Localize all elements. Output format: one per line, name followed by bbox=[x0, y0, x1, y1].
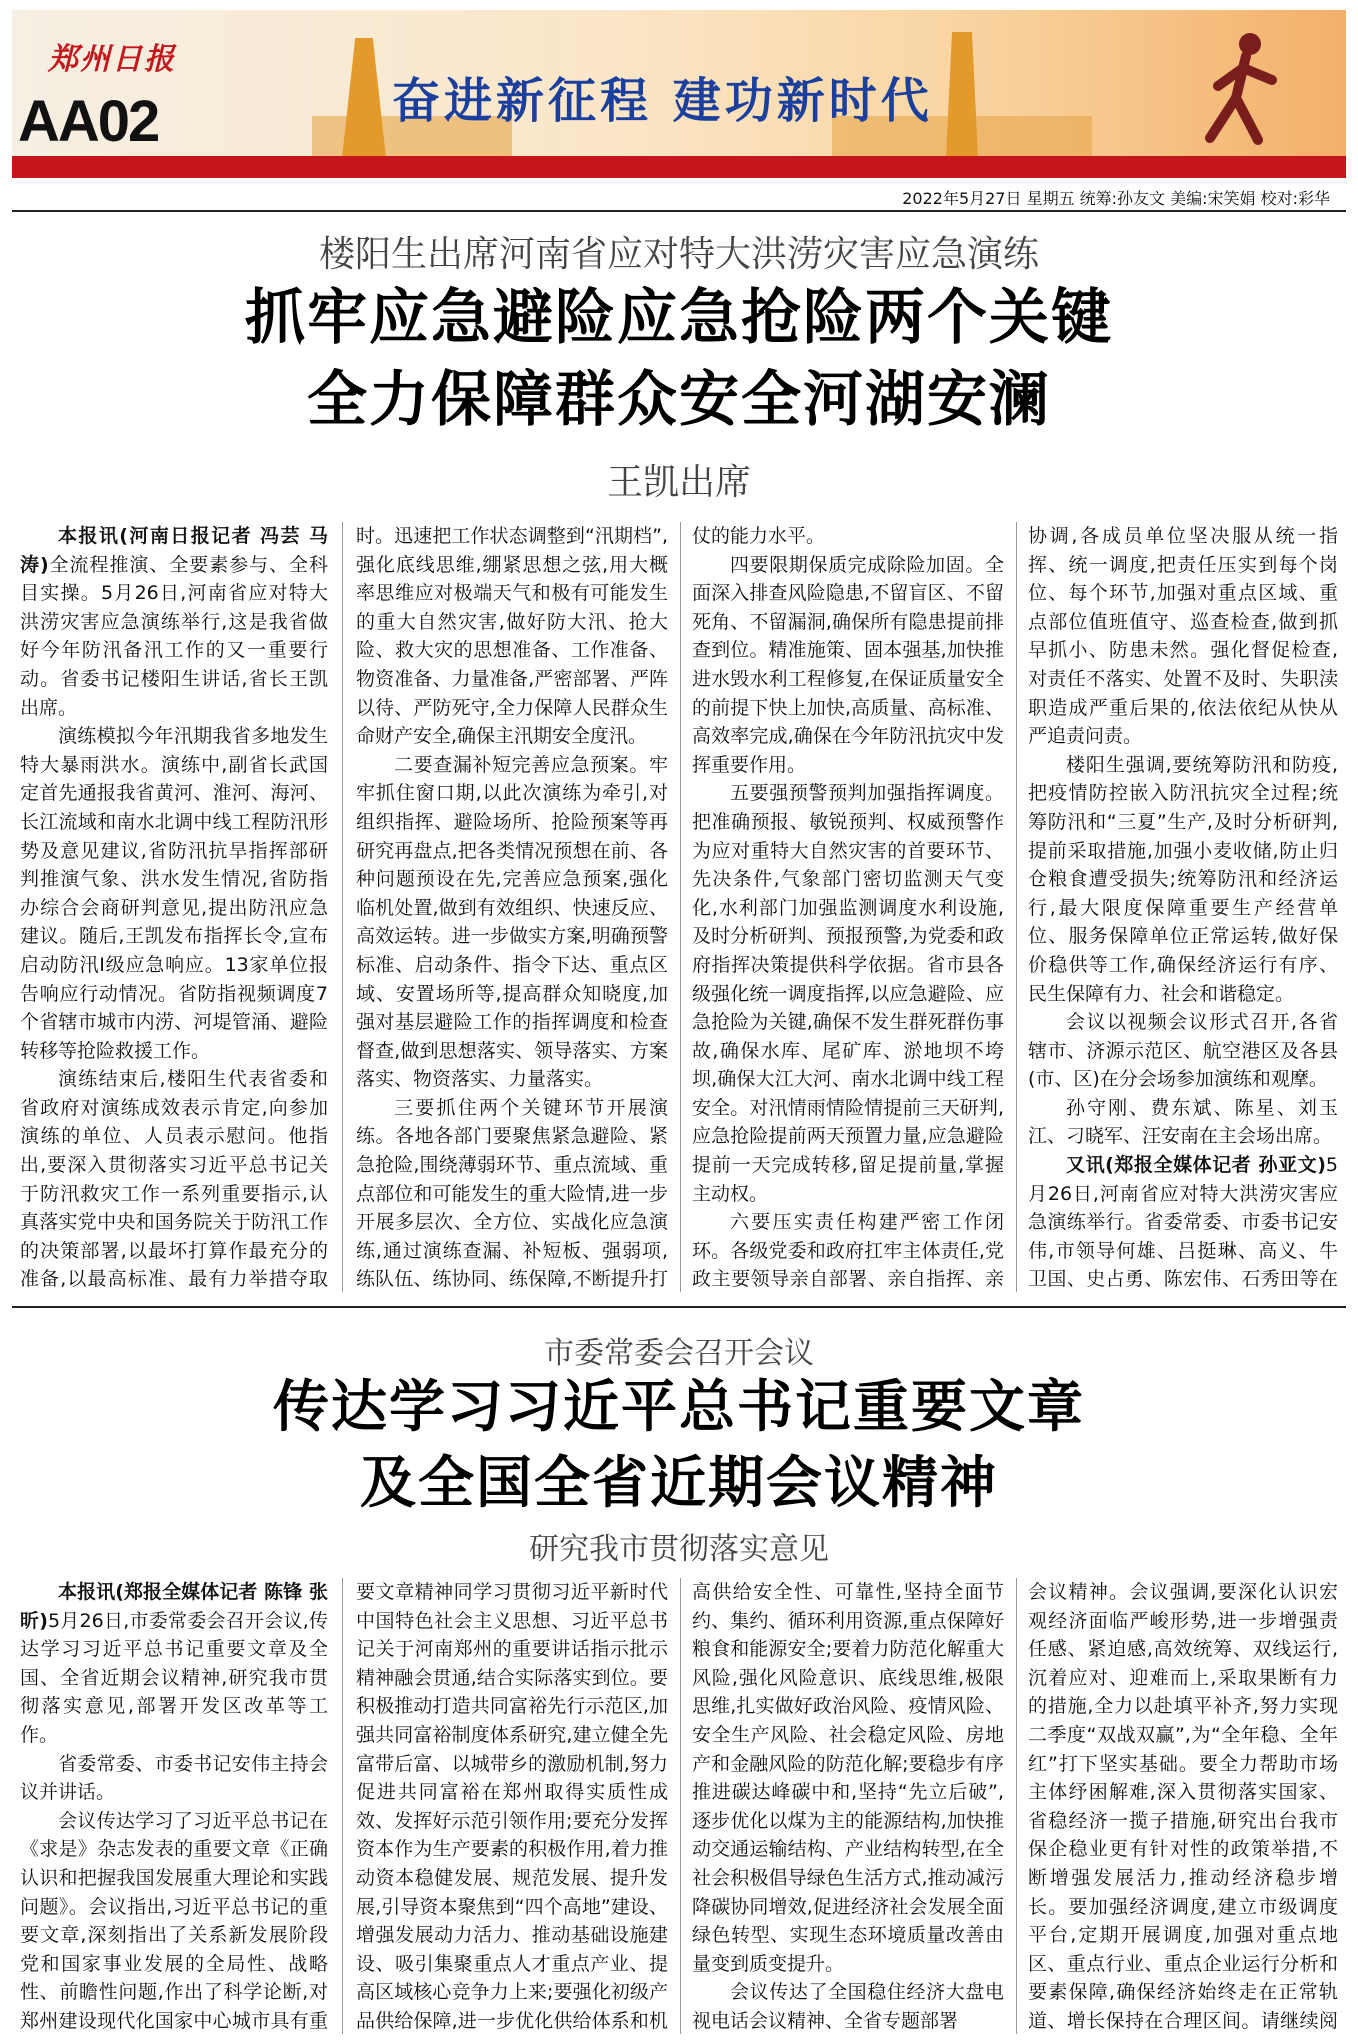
column-divider bbox=[1016, 522, 1017, 1292]
paragraph: 三要抓住两个关键环节开展演练。各地各部门要聚焦紧急避险、紧急抢险,围绕薄弱环节、重点流域、重点部位和可能发生的重大险情,进一步开展多层次、全方位、实战化应急演练,通过演练查漏、补短板、强弱项,练队伍、练协同、练保障,不断提升打 bbox=[356, 1096, 668, 1291]
page-code: AA02 bbox=[18, 89, 159, 154]
column-divider bbox=[342, 522, 343, 1292]
paragraph: 省委常委、市委书记安伟主持会议并讲话。 bbox=[20, 1752, 328, 1804]
article1-column-2 bbox=[356, 522, 668, 1292]
article2-kicker: 市委常委会召开会议 bbox=[544, 1336, 814, 1371]
article1-headline-line1: 抓牢应急避险应急抢险两个关键 bbox=[245, 283, 1113, 353]
article2-column-2 bbox=[356, 1578, 668, 2034]
runner-icon bbox=[1188, 28, 1298, 158]
paragraph: 会议精神。会议强调,要深化认识宏观经济面临严峻形势,进一步增强责任感、紧迫感,高效统筹、双线运行,沉着应对、迎难而上,采取果断有力的措施,全力以赴填平补齐,努力实现二季度“双战双赢”,为“全年稳、全年红”打下坚实基础。要全力帮助市场主体纾困解难,深入贯彻落实国家、省稳经济一揽子措施,研究出台我市保企稳业更有针对性的政策举措,不断增强发展活力,推动经济稳步增长。要加强经济调度,建立市级调度平台,定期开展调度,加强对重点地区、重点行业、重点企业运行分析和要素保障,确保经济始终走在正常轨道、增长保持在合理区间。请继续阅 bbox=[1028, 1581, 1338, 2032]
byline: 本报讯(河南日报记者 冯芸 马涛) bbox=[20, 525, 328, 576]
paragraph: 演练模拟今年汛期我省多地发生特大暴雨洪水。演练中,副省长武国定首先通报我省黄河、淮河、海河、长江流域和南水北调中线工程防汛形势及意见建议,省防汛抗旱指挥部研判推演气象、洪水发生情况,省防指办综合会商研判意见,提出防汛应急建议。随后,王凯发布指挥长令,宣布启动防汛Ⅰ级应急响应。13家单位报告响应行动情况。省防指视频调度7个省辖市城市内涝、河堤管涌、避险转移等抢险救援工作。 bbox=[20, 725, 328, 1062]
masthead-banner bbox=[12, 10, 1346, 178]
paragraph bbox=[20, 522, 328, 722]
paragraph: 二要查漏补短完善应急预案。牢牢抓住窗口期,以此次演练为牵引,对组织指挥、避险场所、抢险预案等再研究再盘点,把各类情况预想在前、各种问题预设在先,完善应急预案,强化临机处置,做到有效组织、快速反应、高效运转。进一步做实方案,明确预警标准、启动条件、指令下达、重点区域、安置场所等,提高群众知晓度,加强对基层避险工作的指挥调度和检查督查,做到思想落实、领导落实、方案落实、物资落实、力量落实。 bbox=[356, 753, 668, 1091]
pagoda-icon bbox=[342, 38, 386, 158]
newspaper-logo: 郑州日报 bbox=[48, 42, 176, 77]
paragraph: 要文章精神同学习贯彻习近平新时代中国特色社会主义思想、习近平总书记关于河南郑州的重要讲话指示批示精神融会贯通,结合实际落实到位。要积极推动打造共同富裕先行示范区,加强共同富裕制度体系研究,建立健全先富带后富、以城带乡的激励机制,努力促进共同富裕在郑州取得实质性成效、发挥好示范引领作用;要充分发挥资本作为生产要素的积极作用,着力推动资本稳健发展、规范发展、提升发展,引导资本聚焦到“四个高地”建设、增强发展动力活力、推动基础设施建设、吸引集聚重点人才重点产业、提高区域核心竞争力上来;要强化初级产品供给保障,进一步优化供给体系和机 bbox=[356, 1581, 668, 2032]
paragraph: 六要压实责任构建严密工作闭环。各级党委和政府扛牢主体责任,党政主要领导亲自部署、亲自指挥、亲 bbox=[692, 1211, 1004, 1291]
column-divider bbox=[680, 1578, 681, 2034]
paragraph: 会议传达了全国稳住经济大盘电视电话会议精神、全省专题部署 bbox=[692, 1981, 1004, 2032]
article1-headline-line2: 全力保障群众安全河湖安澜 bbox=[307, 365, 1051, 435]
paragraph-text: 全流程推演、全要素参与、全科目实操。5月26日,河南省应对特大洪涝灾害应急演练举行,这是我省做好今年防汛备汛工作的又一重要行动。省委书记楼阳生讲话,省长王凯出席。 bbox=[20, 553, 328, 719]
paragraph: 时。迅速把工作状态调整到“汛期档”,强化底线思维,绷紧思想之弦,用大概率思维应对极端天气和极有可能发生的重大自然灾害,做好防大汛、抢大险、救大灾的思想准备、工作准备、物资准备、力量准备,严密部署、严阵以待、严防死守,全力保障人民群众生命财产安全,确保主汛期安全度汛。 bbox=[356, 525, 668, 748]
section-divider bbox=[12, 1306, 1346, 1308]
article2-column-1 bbox=[20, 1578, 328, 2034]
paragraph-text: 5月26日,市委常委会召开会议,传达学习习近平总书记重要文章及全国、全省近期会议精神,研究我市贯彻落实意见,部署开发区改革等工作。 bbox=[20, 1609, 328, 1746]
masthead-red-band bbox=[12, 156, 1346, 178]
masthead-slogan: 奋进新征程 建功新时代 bbox=[392, 73, 933, 129]
paragraph: 演练结束后,楼阳生代表省委和省政府对演练成效表示肯定,向参加演练的单位、人员表示慰问。他指出,要深入贯彻落实习近平总书记关于防汛救灾工作一系列重要指示,认真落实党中央和国务院关于防汛工作的决策部署,以最坏打算作最充分的准备,以最高标准、最有力举措夺取 bbox=[20, 1068, 328, 1291]
byline: 又讯(郑报全媒体记者 孙亚文) bbox=[1066, 1154, 1326, 1177]
byline: 本报讯(郑报全媒体记者 陈锋 张昕) bbox=[20, 1581, 328, 1632]
article2-column-3 bbox=[692, 1578, 1004, 2034]
paragraph bbox=[20, 1578, 328, 1750]
article2-column-4 bbox=[1028, 1578, 1338, 2034]
top-divider bbox=[12, 210, 1346, 212]
column-divider bbox=[680, 522, 681, 1292]
article1-kicker: 楼阳生出席河南省应对特大洪涝灾害应急演练 bbox=[318, 234, 1039, 275]
column-divider bbox=[342, 1578, 343, 2034]
paragraph: 会议以视频会议形式召开,各省辖市、济源示范区、航空港区及各县(市、区)在分会场参加演练和观摩。 bbox=[1028, 1011, 1338, 1091]
paragraph: 楼阳生强调,要统筹防汛和防疫,把疫情防控嵌入防汛抗灾全过程;统筹防汛和“三夏”生产,及时分析研判,提前采取措施,加强小麦收储,防止归仓粮食遭受损失;统筹防汛和经济运行,最大限度保障重要生产经营单位、服务保障单位正常运转,做好保价稳供等工作,确保经济运行有序、民生保障有力、社会和谐稳定。 bbox=[1028, 753, 1338, 1005]
article1-column-4 bbox=[1028, 522, 1338, 1292]
paragraph: 高供给安全性、可靠性,坚持全面节约、集约、循环利用资源,重点保障好粮食和能源安全;要着力防范化解重大风险,强化风险意识、底线思维,极限思维,扎实做好政治风险、疫情风险、安全生产风险、社会稳定风险、房地产和金融风险的防范化解;要稳步有序推进碳达峰碳中和,坚持“先立后破”,逐步优化以煤为主的能源结构,加快推动交通运输结构、产业结构转型,在全社会积极倡导绿色生活方式,推动减污降碳协同增效,促进经济社会发展全面绿色转型、实现生态环境质量改善由量变到质变提升。 bbox=[692, 1581, 1004, 1975]
article1-column-1 bbox=[20, 522, 328, 1292]
paragraph: 协调,各成员单位坚决服从统一指挥、统一调度,把责任压实到每个岗位、每个环节,加强对重点区域、重点部位值班值守、巡查检查,做到抓早抓小、防患未然。强化督促检查,对责任不落实、处置不及时、失职渎职造成严重后果的,依法依纪从快从严追责问责。 bbox=[1028, 525, 1338, 748]
column-divider bbox=[1016, 1578, 1017, 2034]
article1-subtitle: 王凯出席 bbox=[606, 462, 751, 503]
paragraph: 仗的能力水平。 bbox=[692, 525, 826, 547]
paragraph: 会议传达学习了习近平总书记在《求是》杂志发表的重要文章《正确认识和把握我国发展重大理论和实践问题》。会议指出,习近平总书记的重要文章,深刻指出了关系新发展阶段党和国家事业发展的全局性、战略性、前瞻性问题,作出了科学论断,对郑州建设现代化国家中心城市具有重 bbox=[20, 1809, 328, 2032]
article2-headline-line1: 传达学习习近平总书记重要文章 bbox=[273, 1375, 1085, 1440]
tower-icon bbox=[942, 32, 982, 158]
paragraph: 四要限期保质完成除险加固。全面深入排查风险隐患,不留盲区、不留死角、不留漏洞,确保所有隐患提前排查到位。精准施策、固本强基,加快推进水毁水利工程修复,在保证质量安全的前提下快上加快,高质量、高标准、高效率完成,确保在今年防汛抗灾中发挥重要作用。 bbox=[692, 553, 1004, 776]
article2-headline-line2: 及全国全省近期会议精神 bbox=[360, 1451, 998, 1516]
article1-column-3 bbox=[692, 522, 1004, 1292]
paragraph bbox=[1028, 1151, 1338, 1292]
paragraph: 孙守刚、费东斌、陈星、刘玉江、刁晓军、汪安南在主会场出席。 bbox=[1028, 1096, 1338, 1148]
dateline: 2022年5月27日 星期五 统筹:孙友文 美编:宋笑娟 校对:彩华 bbox=[902, 189, 1330, 208]
paragraph: 五要强预警预判加强指挥调度。把准确预报、敏锐预判、权威预警作为应对重特大自然灾害的首要环节、先决条件,气象部门密切监测天气变化,水利部门加强监测调度水利设施,及时分析研判、预报预警,为党委和政府指挥决策提供科学依据。省市县各级强化统一调度指挥,以应急避险、应急抢险为关键,确保不发生群死群伤事故,确保水库、尾矿库、淤地坝不垮坝,确保大江大河、南水北调中线工程安全。对汛情雨情险情提前三天研判,应急抢险提前两天预置力量,应急避险提前一天完成转移,留足提前量,掌握主动权。 bbox=[692, 782, 1004, 1205]
article2-subtitle: 研究我市贯彻落实意见 bbox=[529, 1532, 829, 1567]
paragraph-text: 5月26日,河南省应对特大洪涝灾害应急演练举行。省委常委、市委书记安伟,市领导何雄、吕挺琳、高义、牛卫国、史占勇、陈宏伟、石秀田等在 bbox=[1028, 1154, 1338, 1291]
